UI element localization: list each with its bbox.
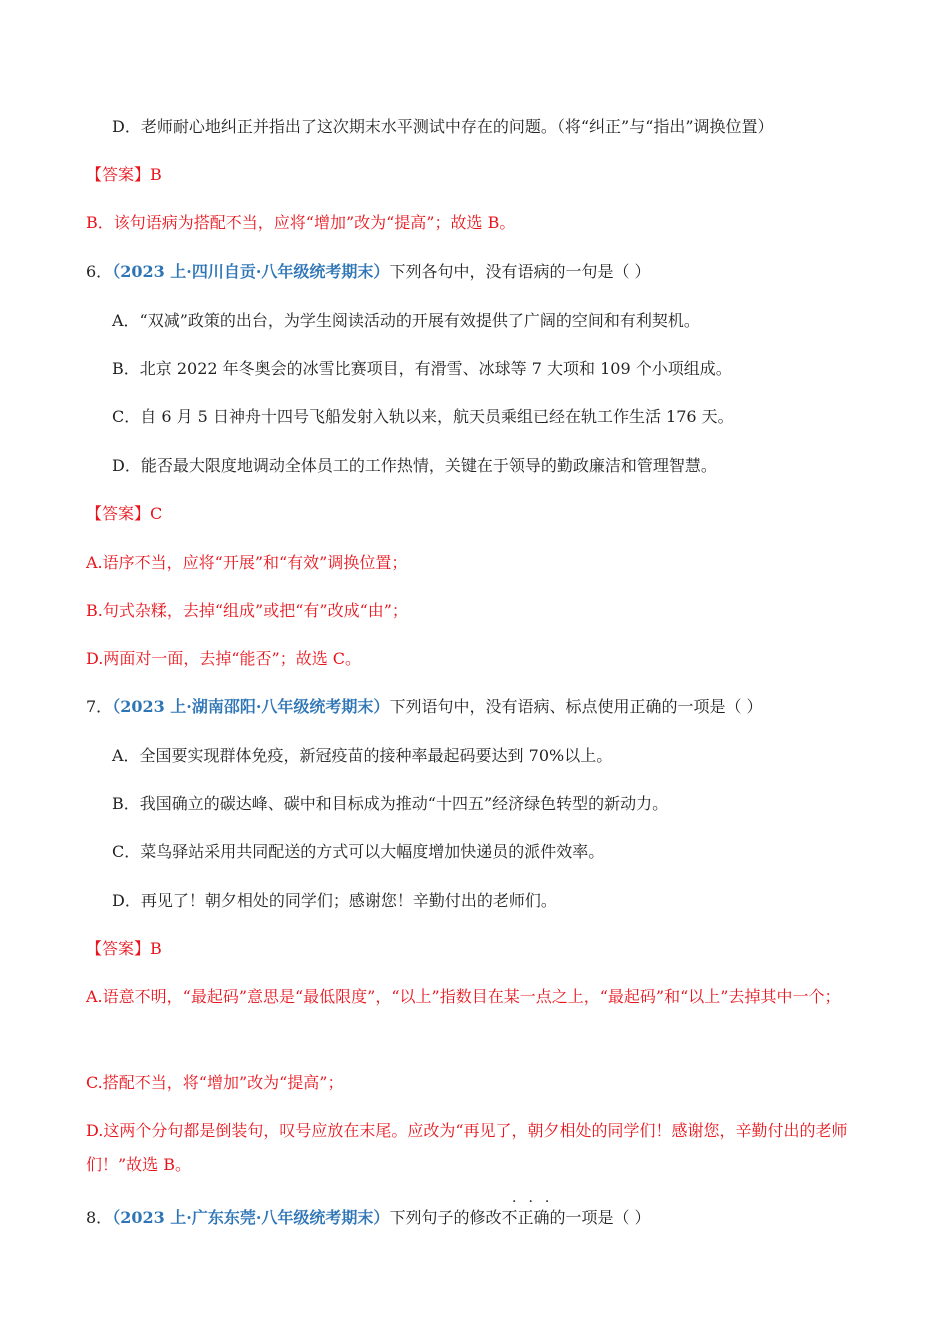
question-number: 7．: [86, 697, 113, 716]
question-6-explanation-d: D.两面对一面，去掉“能否”；故选 C。: [86, 649, 362, 668]
question-7-option-b: B．我国确立的碳达峰、碳中和目标成为推动“十四五”经济绿色转型的新动力。: [112, 794, 669, 813]
question-6-option-b: B．北京 2022 年冬奥会的冰雪比赛项目，有滑雪、冰球等 7 大项和 109 个小项组成。: [112, 359, 732, 378]
question-stem: 下列各句中，没有语病的一句是（ ）: [389, 262, 651, 281]
question-stem: 下列语句中，没有语病、标点使用正确的一项是（ ）: [389, 697, 763, 716]
question-stem: 下列句子的修改不正确的一项是（ ）: [389, 1208, 651, 1227]
question-6-answer: 【答案】C: [86, 504, 163, 523]
question-7-option-c: C．菜鸟驿站采用共同配送的方式可以大幅度增加快递员的派件效率。: [112, 842, 605, 861]
question-source: （2023 上·湖南邵阳·八年级统考期末）: [112, 697, 390, 716]
question-7-explanation-a: A.语意不明，“最起码”意思是“最低限度”，“以上”指数目在某一点之上，“最起码”和“以上”去掉其中一个；: [86, 987, 841, 1006]
question-6-stem-line: [86, 261, 651, 283]
prev-answer: 【答案】B: [86, 165, 162, 184]
emphasis-dots: ···: [512, 1194, 562, 1210]
question-6-option-d: D．能否最大限度地调动全体员工的工作热情，关键在于领导的勤政廉洁和管理智慧。: [112, 456, 717, 475]
question-6-explanation-a: A.语序不当，应将“开展”和“有效”调换位置；: [86, 553, 408, 572]
question-source: （2023 上·广东东莞·八年级统考期末）: [112, 1208, 390, 1227]
question-6-explanation-b: B.句式杂糅，去掉“组成”或把“有”改成“由”；: [86, 601, 408, 620]
question-number: 6．: [86, 262, 113, 281]
question-7-option-d: D．再见了！朝夕相处的同学们；感谢您！辛勤付出的老师们。: [112, 891, 557, 910]
question-7-stem-line: [86, 696, 763, 718]
question-8-stem-line: [86, 1207, 651, 1229]
question-number: 8．: [86, 1208, 113, 1227]
question-7-option-a: A．全国要实现群体免疫，新冠疫苗的接种率最起码要达到 70%以上。: [112, 746, 613, 765]
question-6-option-a: A．“双减”政策的出台，为学生阅读活动的开展有效提供了广阔的空间和有利契机。: [112, 311, 700, 330]
prev-explanation: B．该句语病为搭配不当，应将“增加”改为“提高”；故选 B。: [86, 213, 516, 232]
question-7-explanation-c: C.搭配不当，将“增加”改为“提高”；: [86, 1073, 344, 1092]
question-6-option-c: C．自 6 月 5 日神舟十四号飞船发射入轨以来，航天员乘组已经在轨工作生活 176 天。: [112, 407, 734, 426]
question-source: （2023 上·四川自贡·八年级统考期末）: [112, 262, 390, 281]
question-7-explanation-d: D.这两个分句都是倒装句，叹号应放在末尾。应改为“再见了，朝夕相处的同学们！感谢您，辛勤付出的老师们！”故选 B。: [86, 1121, 848, 1174]
question-7-answer: 【答案】B: [86, 939, 162, 958]
prev-option-d: D．老师耐心地纠正并指出了这次期末水平测试中存在的问题。（将“纠正”与“指出”调换位置）: [112, 117, 774, 136]
